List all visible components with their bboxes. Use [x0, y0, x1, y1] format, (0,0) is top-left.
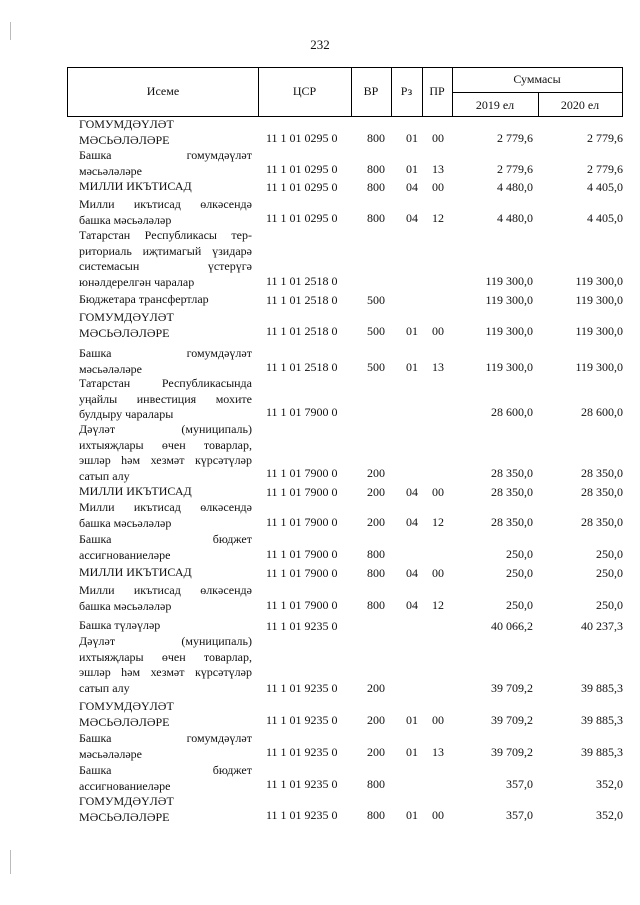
row-sum-2020: 352,0 [596, 777, 623, 791]
table-row [79, 346, 623, 375]
row-rz: 01 [406, 324, 418, 338]
row-csr: 11 1 01 9235 0 [266, 713, 338, 727]
row-name-line: Башка түләүләр [79, 618, 161, 632]
header-year-2020: 2020 ел [560, 98, 600, 112]
row-name-line: юнәлдерелгән чаралар [79, 274, 195, 289]
row-name-line: МӘСЬӘЛӘЛӘРЕ [79, 132, 170, 147]
row-csr: 11 1 01 9235 0 [266, 681, 338, 695]
row-name [79, 310, 252, 341]
row-sum-2020: 119 300,0 [575, 293, 623, 307]
row-vr: 200 [367, 466, 385, 480]
row-name [79, 532, 252, 563]
row-name [79, 794, 252, 825]
row-vr: 800 [367, 547, 385, 561]
table-row [79, 731, 623, 760]
row-sum-2020: 39 885,3 [581, 681, 623, 695]
row-vr: 800 [367, 180, 385, 194]
row-sum-2019: 119 300,0 [485, 274, 533, 288]
row-sum-2020: 250,0 [596, 598, 623, 612]
row-sum-2019: 119 300,0 [485, 324, 533, 338]
table-row [79, 794, 623, 823]
row-name-line: эшләр һәм хезмәт күрсәтүләр [79, 453, 252, 467]
row-name-line: МӘСЬӘЛӘЛӘРЕ [79, 325, 170, 340]
row-csr: 11 1 01 0295 0 [266, 162, 338, 176]
row-csr: 11 1 01 7900 0 [266, 405, 338, 419]
row-name [79, 117, 252, 148]
row-name [79, 179, 252, 195]
row-pr: 12 [432, 598, 444, 612]
row-sum-2020: 119 300,0 [575, 324, 623, 338]
row-csr: 11 1 01 9235 0 [266, 619, 338, 633]
table-row [79, 228, 623, 289]
row-name-line: сатып алу [79, 468, 130, 483]
row-name-line: Башка гомумдәүләт [79, 148, 252, 162]
row-rz: 01 [406, 713, 418, 727]
table-row [79, 148, 623, 177]
row-vr: 800 [367, 598, 385, 612]
row-name-line: Милли икътисад өлкәсендә [79, 197, 252, 211]
table-row [79, 634, 623, 696]
row-name-line: ГОМУМДӘҮЛӘТ [79, 117, 174, 131]
row-vr: 800 [367, 566, 385, 580]
row-name-line: риториаль иҗтимагый үзидарә [79, 243, 252, 258]
row-rz: 04 [406, 515, 418, 529]
row-name [79, 618, 252, 634]
row-csr: 11 1 01 0295 0 [266, 211, 338, 225]
row-name [79, 484, 252, 500]
row-name-line: башка мәсьәләләр [79, 598, 172, 613]
row-sum-2020: 28 350,0 [581, 485, 623, 499]
row-csr: 11 1 01 7900 0 [266, 466, 338, 480]
row-name [79, 565, 252, 581]
row-vr: 800 [367, 211, 385, 225]
row-vr: 200 [367, 745, 385, 759]
row-csr: 11 1 01 7900 0 [266, 566, 338, 580]
table-row [79, 565, 623, 581]
row-pr: 00 [432, 131, 444, 145]
row-rz: 01 [406, 131, 418, 145]
row-name-line: Башка бюджет [79, 532, 252, 546]
table-row [79, 532, 623, 562]
row-rz: 01 [406, 360, 418, 374]
row-vr: 200 [367, 681, 385, 695]
row-sum-2020: 250,0 [596, 566, 623, 580]
table-row [79, 699, 623, 728]
row-name [79, 583, 252, 614]
row-name-line: Дәүләт (муниципаль) [79, 634, 252, 648]
row-sum-2019: 28 600,0 [491, 405, 533, 419]
row-vr: 200 [367, 713, 385, 727]
table-row [79, 197, 623, 226]
table-row [79, 583, 623, 613]
row-csr: 11 1 01 7900 0 [266, 515, 338, 529]
row-name [79, 228, 252, 290]
table-row [79, 179, 623, 195]
row-pr: 12 [432, 211, 444, 225]
row-name [79, 731, 252, 762]
row-vr: 500 [367, 360, 385, 374]
header-year-2019: 2019 ел [475, 98, 515, 112]
row-pr: 13 [432, 745, 444, 759]
row-sum-2020: 39 885,3 [581, 713, 623, 727]
row-rz: 01 [406, 162, 418, 176]
table-row [79, 618, 623, 634]
row-pr: 00 [432, 324, 444, 338]
row-rz: 04 [406, 211, 418, 225]
table-row [79, 500, 623, 530]
header-csr: ЦСР [292, 84, 317, 98]
table-row [79, 763, 623, 792]
row-rz: 04 [406, 485, 418, 499]
row-sum-2019: 39 709,2 [491, 681, 533, 695]
table-row [79, 484, 623, 500]
row-sum-2019: 250,0 [506, 598, 533, 612]
row-sum-2019: 357,0 [506, 777, 533, 791]
row-sum-2019: 2 779,6 [497, 162, 533, 176]
row-csr: 11 1 01 2518 0 [266, 324, 338, 338]
row-sum-2019: 4 480,0 [497, 211, 533, 225]
row-name-line: Башка бюджет [79, 763, 252, 777]
row-sum-2019: 40 066,2 [491, 619, 533, 633]
table-header [67, 67, 623, 117]
row-name-line: мәсьәләләре [79, 361, 142, 376]
row-sum-2020: 2 779,6 [587, 162, 623, 176]
row-name-line: Бюджетара трансфертлар [79, 292, 209, 306]
row-name [79, 763, 252, 794]
row-name-line: ГОМУМДӘҮЛӘТ [79, 794, 174, 808]
row-vr: 200 [367, 515, 385, 529]
row-sum-2019: 4 480,0 [497, 180, 533, 194]
table-row [79, 310, 623, 339]
row-vr: 800 [367, 808, 385, 822]
row-rz: 01 [406, 745, 418, 759]
row-pr: 13 [432, 360, 444, 374]
row-sum-2019: 39 709,2 [491, 713, 533, 727]
row-name-line: уңайлы инвестиция мохите [79, 391, 252, 406]
row-vr: 500 [367, 324, 385, 338]
row-csr: 11 1 01 2518 0 [266, 293, 338, 307]
row-sum-2019: 357,0 [506, 808, 533, 822]
row-pr: 13 [432, 162, 444, 176]
header-pr: ПР [429, 84, 445, 98]
row-sum-2019: 28 350,0 [491, 485, 533, 499]
row-sum-2019: 250,0 [506, 566, 533, 580]
row-sum-2020: 352,0 [596, 808, 623, 822]
row-name [79, 422, 252, 484]
row-vr: 500 [367, 293, 385, 307]
row-name-line: ассигнованиеләре [79, 547, 171, 562]
page-number: 232 [310, 37, 330, 52]
row-name-line: МИЛЛИ ИКЪТИСАД [79, 565, 192, 579]
row-csr: 11 1 01 0295 0 [266, 131, 338, 145]
row-sum-2020: 119 300,0 [575, 360, 623, 374]
row-csr: 11 1 01 7900 0 [266, 485, 338, 499]
row-rz: 04 [406, 180, 418, 194]
row-name-line: ассигнованиеләре [79, 778, 171, 793]
row-name-line: ГОМУМДӘҮЛӘТ [79, 699, 174, 713]
row-sum-2019: 119 300,0 [485, 360, 533, 374]
row-name [79, 699, 252, 730]
row-name-line: эшләр һәм хезмәт күрсәтүләр [79, 665, 252, 679]
row-csr: 11 1 01 9235 0 [266, 745, 338, 759]
header-sum: Суммасы [513, 72, 561, 86]
row-pr: 00 [432, 180, 444, 194]
row-csr: 11 1 01 9235 0 [266, 777, 338, 791]
row-pr: 00 [432, 808, 444, 822]
row-sum-2020: 2 779,6 [587, 131, 623, 145]
row-name-line: Татарстан Республикасы тер- [79, 228, 252, 242]
row-name-line: ихтыяҗлары өчен товарлар, [79, 437, 252, 452]
row-sum-2020: 119 300,0 [575, 274, 623, 288]
row-name-line: мәсьәләләре [79, 163, 142, 178]
row-csr: 11 1 01 9235 0 [266, 808, 338, 822]
row-pr: 00 [432, 566, 444, 580]
row-name-line: Татарстан Республикасында [79, 376, 252, 390]
header-vr: ВР [363, 84, 379, 98]
header-name: Исеме [146, 84, 180, 98]
row-sum-2020: 28 350,0 [581, 466, 623, 480]
row-sum-2020: 4 405,0 [587, 180, 623, 194]
row-name [79, 197, 252, 228]
row-name-line: мәсьәләләре [79, 746, 142, 761]
row-name-line: системасын үстерүгә [79, 259, 252, 273]
row-name-line: МӘСЬӘЛӘЛӘРЕ [79, 714, 170, 729]
row-sum-2019: 39 709,2 [491, 745, 533, 759]
row-vr: 200 [367, 485, 385, 499]
row-name-line: МИЛЛИ ИКЪТИСАД [79, 484, 192, 498]
row-name-line: Дәүләт (муниципаль) [79, 422, 252, 436]
margin-mark [10, 850, 11, 874]
header-rz: Рз [400, 84, 413, 98]
row-name-line: МӘСЬӘЛӘЛӘРЕ [79, 809, 170, 824]
row-vr: 800 [367, 131, 385, 145]
row-sum-2019: 250,0 [506, 547, 533, 561]
row-pr: 00 [432, 713, 444, 727]
table-row [79, 117, 623, 146]
row-sum-2019: 28 350,0 [491, 466, 533, 480]
row-sum-2020: 40 237,3 [581, 619, 623, 633]
row-vr: 800 [367, 162, 385, 176]
row-name-line: ГОМУМДӘҮЛӘТ [79, 310, 174, 324]
row-csr: 11 1 01 2518 0 [266, 274, 338, 288]
row-rz: 04 [406, 598, 418, 612]
row-name-line: Милли икътисад өлкәсендә [79, 500, 252, 514]
row-csr: 11 1 01 7900 0 [266, 547, 338, 561]
row-rz: 04 [406, 566, 418, 580]
row-vr: 800 [367, 777, 385, 791]
row-csr: 11 1 01 2518 0 [266, 360, 338, 374]
row-sum-2020: 28 600,0 [581, 405, 623, 419]
row-name [79, 376, 252, 423]
table-row [79, 292, 623, 308]
row-pr: 12 [432, 515, 444, 529]
row-name-line: башка мәсьәләләр [79, 212, 172, 227]
row-sum-2020: 250,0 [596, 547, 623, 561]
row-name [79, 346, 252, 377]
row-name-line: булдыру чаралары [79, 407, 174, 421]
row-name-line: Милли икътисад өлкәсендә [79, 583, 252, 597]
row-csr: 11 1 01 7900 0 [266, 598, 338, 612]
row-csr: 11 1 01 0295 0 [266, 180, 338, 194]
row-sum-2020: 28 350,0 [581, 515, 623, 529]
row-sum-2020: 4 405,0 [587, 211, 623, 225]
row-name [79, 292, 252, 308]
row-name-line: МИЛЛИ ИКЪТИСАД [79, 179, 192, 193]
row-name-line: сатып алу [79, 680, 130, 695]
row-sum-2019: 2 779,6 [497, 131, 533, 145]
row-pr: 00 [432, 485, 444, 499]
table-row [79, 422, 623, 481]
row-sum-2019: 28 350,0 [491, 515, 533, 529]
row-name-line: ихтыяҗлары өчен товарлар, [79, 649, 252, 664]
row-sum-2019: 119 300,0 [485, 293, 533, 307]
table-row [79, 376, 623, 420]
row-rz: 01 [406, 808, 418, 822]
row-name [79, 500, 252, 531]
row-name-line: Башка гомумдәүләт [79, 731, 252, 745]
row-name [79, 634, 252, 696]
row-name-line: башка мәсьәләләр [79, 515, 172, 530]
row-sum-2020: 39 885,3 [581, 745, 623, 759]
row-name [79, 148, 252, 179]
row-name-line: Башка гомумдәүләт [79, 346, 252, 360]
